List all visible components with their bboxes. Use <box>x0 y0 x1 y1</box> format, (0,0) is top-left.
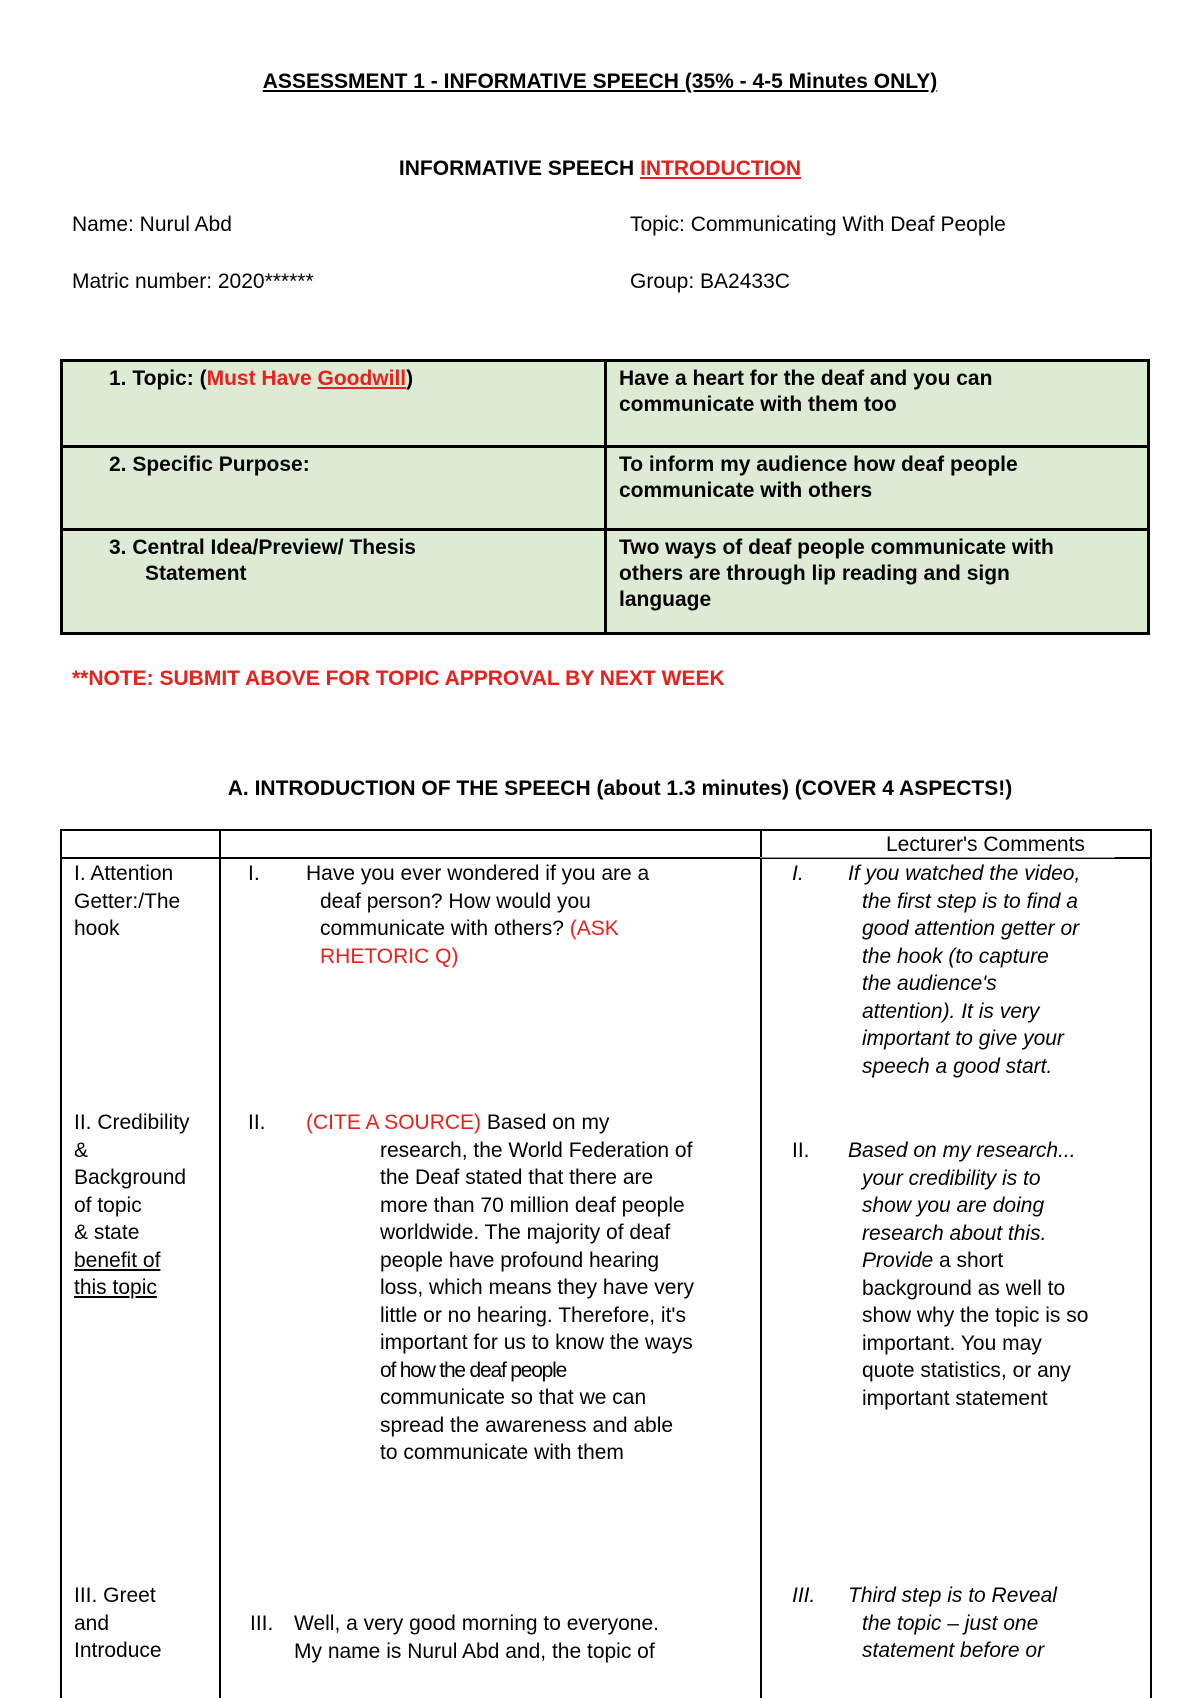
plan-label-central-idea: 3. Central Idea/Preview/ Thesis Statement <box>109 536 416 585</box>
subtitle-highlight: INTRODUCTION <box>640 157 802 180</box>
speech-topic: Topic: Communicating With Deaf People <box>630 213 1006 236</box>
aspect-greet: III. Greet and Introduce <box>74 1584 162 1662</box>
table-col-divider-2 <box>760 829 762 1698</box>
plan-value-topic: Have a heart for the deaf and you can communicate with them too <box>619 367 993 416</box>
comment-numeral-3: III. <box>792 1584 816 1607</box>
aspect-credibility: II. Credibility & Background of topic & state benefit of this topic <box>74 1111 190 1299</box>
table-left-border <box>60 829 62 1698</box>
section-subtitle <box>0 157 1200 181</box>
approval-note: **NOTE: SUBMIT ABOVE FOR TOPIC APPROVAL BY NEXT WEEK <box>72 667 725 690</box>
comment-attention-getter: If you watched the video, the first step is to find a good attention getter or the hook (to capture the audience's attention). It is very important to give your speech a good start. <box>848 862 1081 1078</box>
topic-planning-table <box>60 359 1150 635</box>
table-col-divider-1 <box>219 829 221 1698</box>
lecturer-comments-header: Lecturer's Comments <box>886 833 1085 856</box>
content-numeral-2: II. <box>248 1111 266 1134</box>
aspect-attention-getter: I. Attention Getter:/The hook <box>74 862 181 940</box>
plan-column-divider <box>604 362 607 632</box>
plan-value-purpose: To inform my audience how deaf people communicate with others <box>619 453 1018 502</box>
plan-label-topic: 1. Topic: (Must Have Goodwill) <box>109 367 414 390</box>
section-a-heading: A. INTRODUCTION OF THE SPEECH (about 1.3 minutes) (COVER 4 ASPECTS!) <box>227 777 1013 800</box>
subtitle-prefix: INFORMATIVE SPEECH <box>398 157 641 180</box>
plan-value-central-idea: Two ways of deaf people communicate with others are through lip reading and sign language <box>619 536 1054 611</box>
assessment-title: ASSESSMENT 1 - INFORMATIVE SPEECH (35% - 4-5 Minutes ONLY) <box>262 70 938 93</box>
comment-numeral-2: II. <box>792 1139 810 1162</box>
content-numeral-1: I. <box>248 862 260 885</box>
plan-label-purpose: 2. Specific Purpose: <box>109 453 310 476</box>
comment-credibility: Based on my research... your credibility is to show you are doing research about this. Provide a short background as well to show why the topic is so important. You may quote statistics, or any important statement <box>848 1139 1089 1410</box>
content-attention-getter: Have you ever wondered if you are a deaf person? How would you communicate with others? (ASK RHETORIC Q) <box>306 862 650 968</box>
table-right-border <box>1150 829 1152 1698</box>
group-code: Group: BA2433C <box>630 270 790 293</box>
content-numeral-3: III. <box>250 1612 274 1635</box>
comment-numeral-1: I. <box>792 862 804 885</box>
comment-greet: Third step is to Reveal the topic – just one statement before or <box>848 1584 1057 1662</box>
content-credibility: (CITE A SOURCE) Based on my research, the World Federation of the Deaf stated that there are more than 70 million deaf people worldwide. The majority of deaf people have profound hearing loss, which means they have very little or no hearing. Therefore, it's important for us to know the ways of how the deaf people communicate so that we can spread the awareness and able to communicate with them <box>306 1111 694 1464</box>
content-greet: Well, a very good morning to everyone. My name is Nurul Abd and, the topic of <box>294 1612 659 1663</box>
matric-number: Matric number: 2020****** <box>72 270 314 293</box>
student-name: Name: Nurul Abd <box>72 213 232 236</box>
